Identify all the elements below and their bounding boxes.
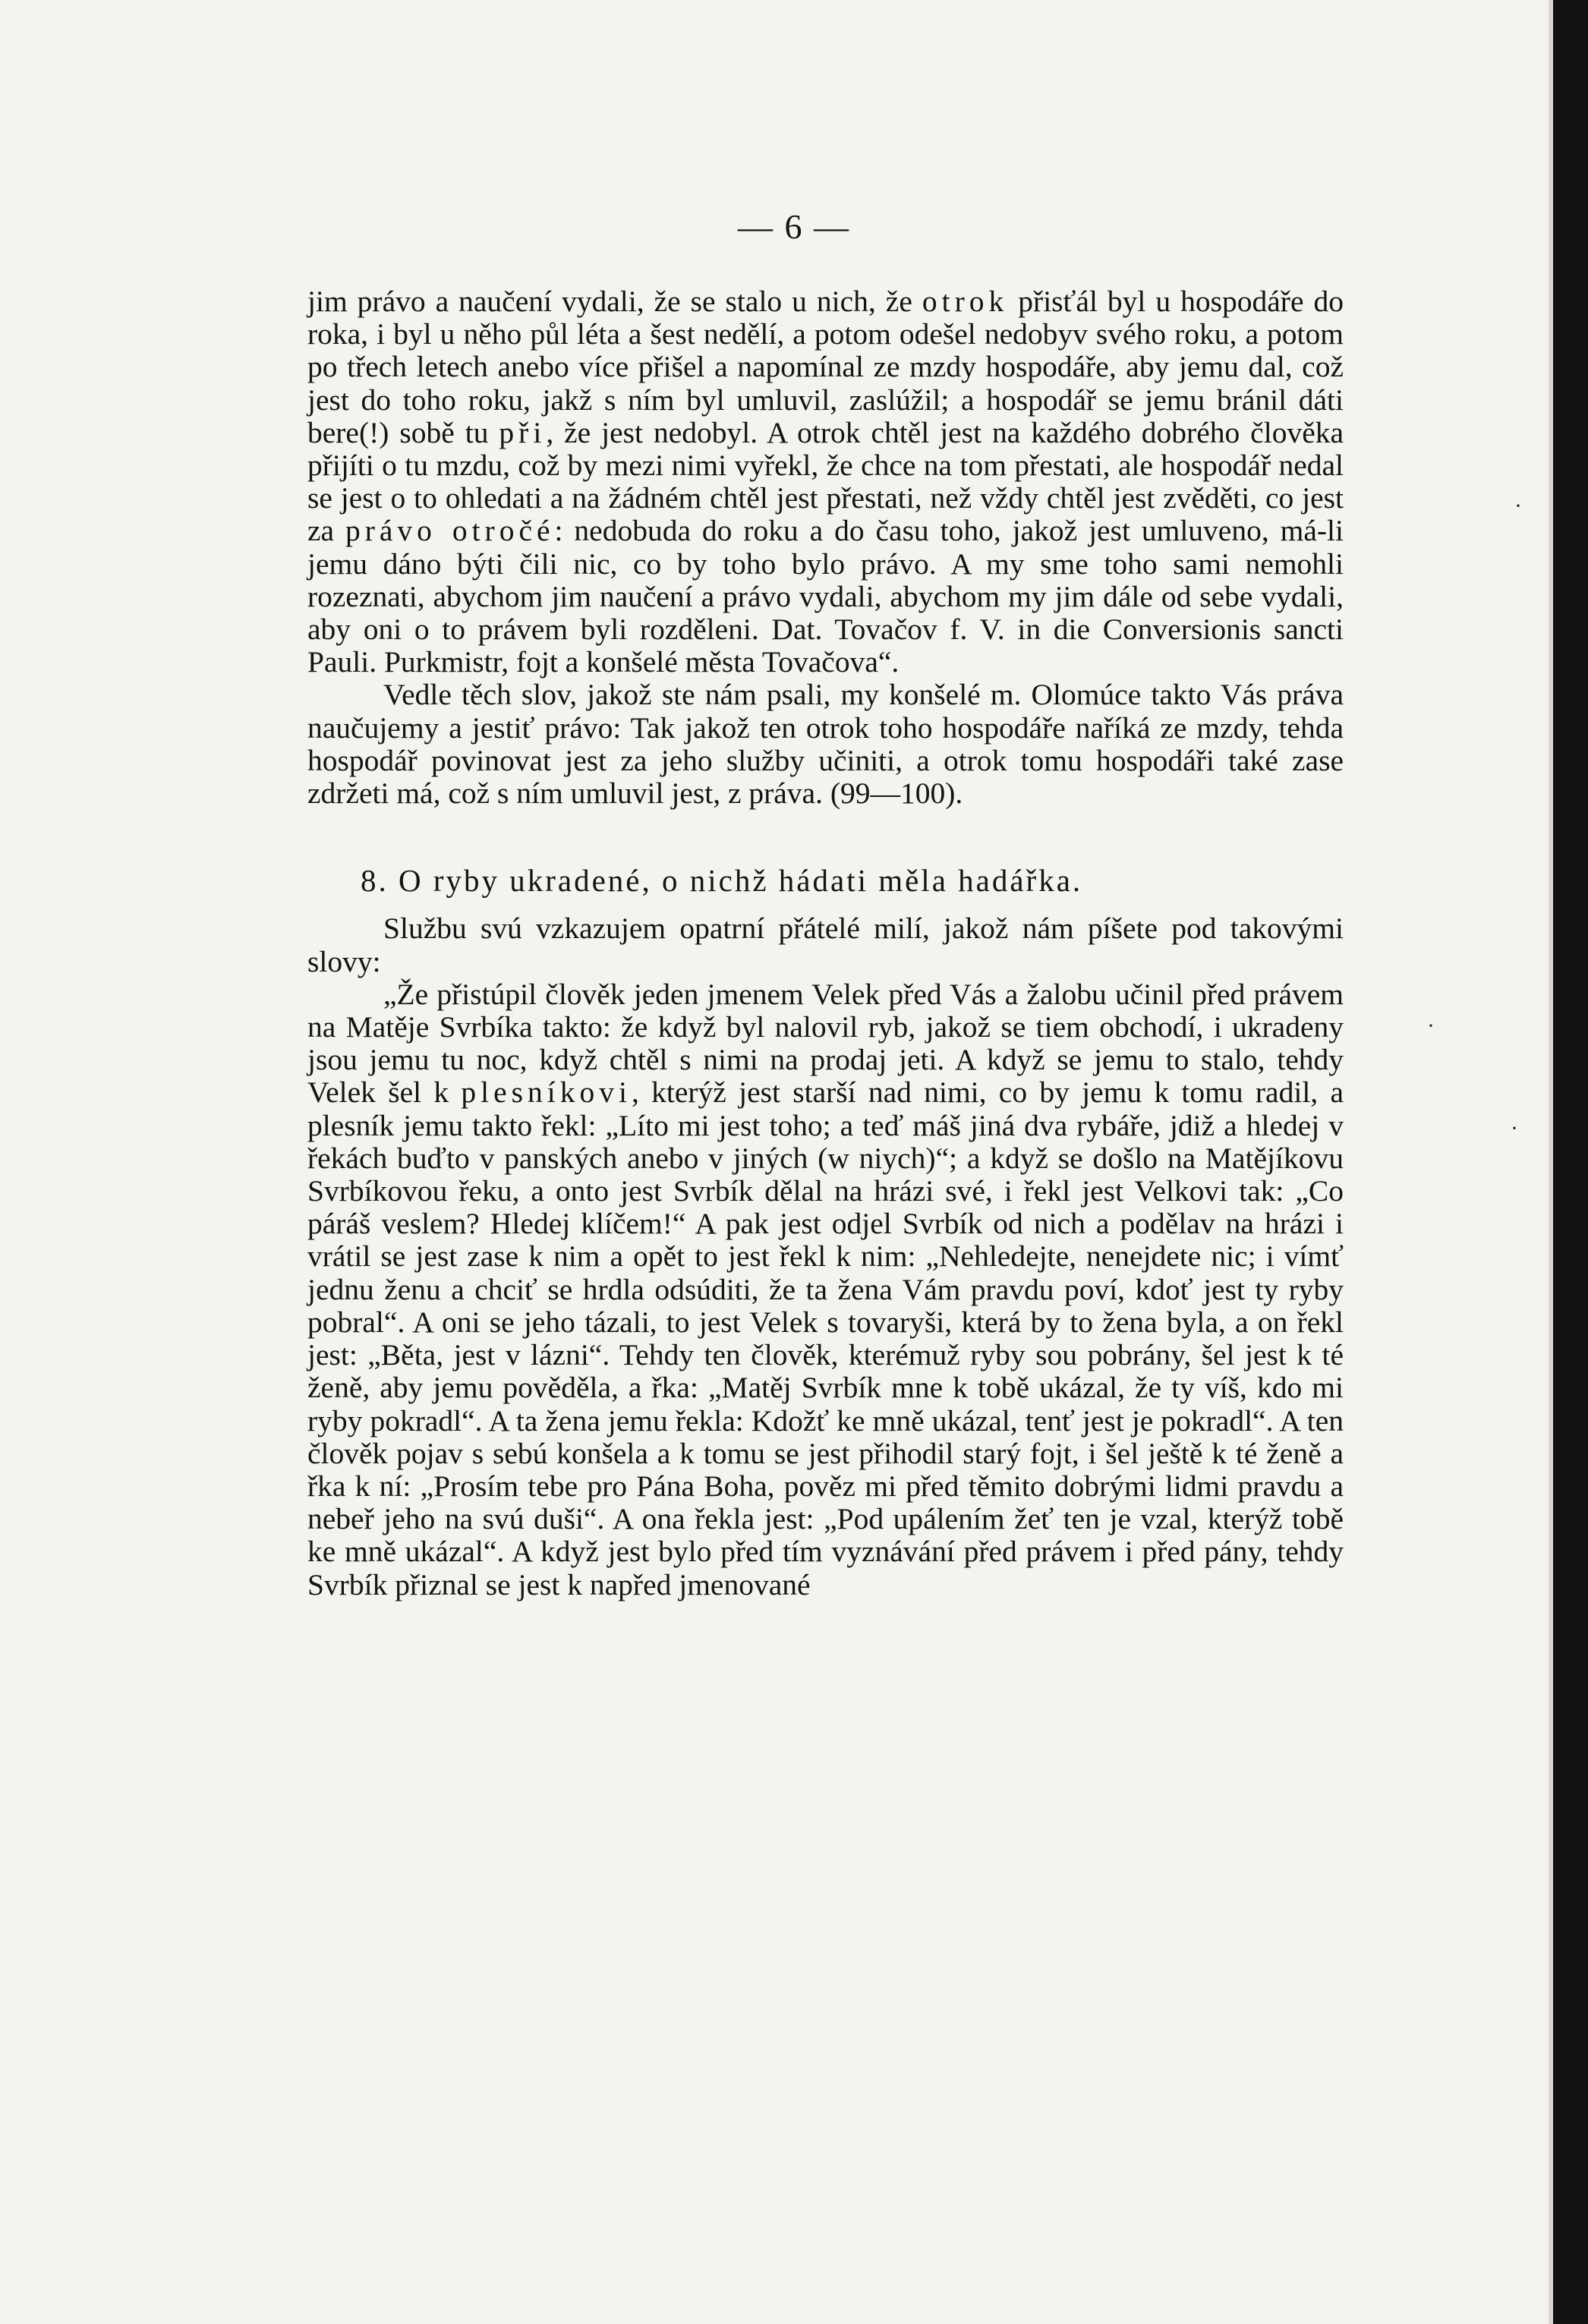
section-heading bbox=[307, 864, 1344, 897]
scan-speck: · bbox=[1511, 1116, 1518, 1141]
text-run: jim právo a naučení vydali, že se stalo u nich, že bbox=[307, 285, 922, 318]
main-text bbox=[307, 285, 1344, 1601]
text-run: přisťál byl u hospodáře do roka, i byl u něho půl léta a šest nedělí, a potom odešel nedobyv svého roku, a potom po třech letech anebo více přišel a napomínal ze mzdy hospodáře, aby jemu dal, což jest do toho roku, jakž s ním byl umluvil, zaslúžil; a hospodář se jemu bránil dáti bere(!) sobě tu bbox=[307, 285, 1344, 449]
scan-speck: · bbox=[1514, 493, 1522, 518]
section-title: O ryby ukradené, o nichž hádati měla hadářka. bbox=[399, 863, 1083, 899]
section-number: 8. bbox=[361, 863, 389, 899]
text-run: „Že přistúpil člověk jeden jmenem Velek před Vás a žalobu učinil před právem na Matěje Svrbíka takto: že když byl nalovil ryb, jakož se tiem obchodí, i ukradeny jsou jemu tu noc, když chtěl s nimi na prodaj jeti. A když se jemu to stalo, tehdy Velek šel k bbox=[307, 977, 1344, 1110]
text-run: , kterýž jest starší nad nimi, co by jemu k tomu radil, a plesník jemu takto řekl: „Líto mi jest toho; a teď máš jiná dva rybáře, jdiž a hledej v řekách buďto v panských anebo v jiných (w niych)“; a když se došlo na Matějíkovu Svrbíkovou řeku, a onto jest Svrbík dělal na hrázi své, i řekl jest Velkovi tak: „Co páráš veslem? Hledej klíčem!“ A pak jest odjel Svrbík od nich a podělav na hrázi i vrátil se jest zase k nim a opět to jest řekl k nim: „Nehledejte, nenejdete nic; i vímť jednu ženu a chciť se hrdla odsúditi, že ta žena Vám pravdu poví, kdoť jest ty ryby pobral“. A oni se jeho tázali, to jest Velek s tovaryši, která by to žena byla, a on řekl jest: „Běta, jest v lázni“. Tehdy ten člověk, kterémuž ryby sou pobrány, šel jest k té ženě, aby jemu pověděla, a řka: „Matěj Svrbík mne k tobě ukázal, že ty víš, kdo mi ryby pokradl“. A ta žena jemu řekla: Kdožť ke mně ukázal, tenť jest je pokradl“. A ten člověk pojav s sebú konšela a k tomu se jest přihodil starý fojt, i šel ještě k té ženě a řka k ní: „Prosím tebe pro Pána Boha, pověz mi před těmito dobrými lidmi pravdu a nebeř jeho na svú duši“. A ona řekla jest: „Pod upálením žeť ten je vzal, kterýž tobě ke mně ukázal“. A když jest bylo před tím vyznávání před právem i před pány, tehdy Svrbík přiznal se jest k napřed jmenované bbox=[307, 1075, 1344, 1601]
spaced-term: při bbox=[499, 415, 547, 449]
text-run: , že jest nedobyl. A otrok chtěl jest na každého dobrého člověka přijíti o tu mzdu, což by mezi nimi vyřekl, že chce na tom přestati, ale hospodář nedal se jest o to ohledati a na žádném chtěl jest přestati, než vždy chtěl jest zvěděti, co jest za bbox=[307, 415, 1344, 548]
page-number: — 6 — bbox=[738, 207, 850, 246]
paragraph-3: Službu svú vzkazujem opatrní přátelé milí, jakož nám píšete pod takovými slovy: bbox=[307, 912, 1344, 978]
scan-speck: · bbox=[1427, 1013, 1435, 1038]
paragraph-2: Vedle těch slov, jakož ste nám psali, my konšelé m. Olomúce takto Vás práva naučujemy a jestiť právo: Tak jakož ten otrok toho hospodáře naříká ze mzdy, tehda hospodář povinovat jest za jeho služby učiniti, a otrok tomu hospodáři také zase zdržeti má, což s ním umluvil jest, z práva. (99—100). bbox=[307, 678, 1344, 811]
spaced-term: otrok bbox=[922, 285, 1009, 318]
text-run: : nedobuda do roku a do času toho, jakož jest umluveno, má-li jemu dáno býti čili nic, co by toho bylo právo. A my sme toho sami nemohli rozeznati, abychom jim naučení a právo vydali, abychom my jim dále od sebe vydali, aby oni o to právem byli rozděleni. Dat. Tovačov f. V. in die Conversionis sancti Pauli. Purkmistr, fojt a konšelé města Tovačova“. bbox=[307, 514, 1344, 679]
scan-border bbox=[1553, 0, 1588, 2324]
spaced-term: právo otročé bbox=[345, 514, 555, 548]
paragraph-4 bbox=[307, 978, 1344, 1601]
spaced-term: plesníkovi bbox=[461, 1075, 632, 1110]
paragraph-1 bbox=[307, 285, 1344, 679]
